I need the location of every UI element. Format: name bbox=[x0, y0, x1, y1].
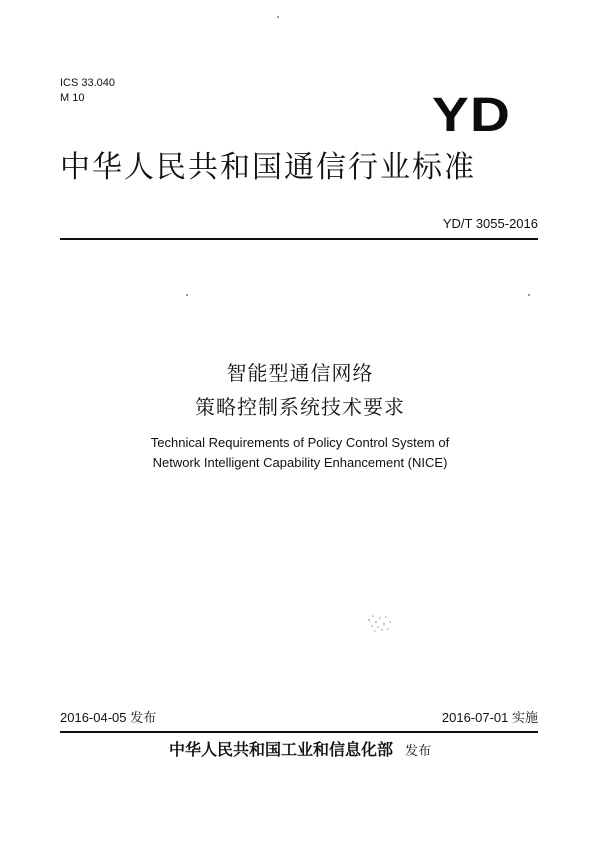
yd-logo: YD bbox=[432, 89, 511, 142]
ics-code: ICS 33.040 bbox=[60, 77, 116, 89]
cn-title-line-2: 策略控制系统技术要求 bbox=[195, 395, 405, 419]
cn-title-line-1: 智能型通信网络 bbox=[226, 361, 374, 385]
publisher-suffix: 发布 bbox=[405, 744, 432, 759]
en-title-line-1: Technical Requirements of Policy Control System of bbox=[150, 435, 450, 450]
faint-stamp-mark bbox=[366, 612, 394, 636]
issue-date: 2016-04-05 发布 bbox=[60, 710, 157, 725]
top-divider bbox=[60, 238, 538, 240]
industry-standard-title: 中华人民共和国通信行业标准 bbox=[60, 150, 476, 185]
scan-speck bbox=[277, 16, 279, 18]
scan-speck bbox=[528, 294, 530, 296]
standard-number: YD/T 3055-2016 bbox=[442, 216, 538, 231]
publisher-name: 中华人民共和国工业和信息化部 bbox=[168, 740, 393, 759]
implementation-date: 2016-07-01 实施 bbox=[441, 710, 538, 725]
classification-codes bbox=[60, 76, 115, 106]
bottom-divider bbox=[60, 731, 538, 733]
en-title-line-2: Network Intelligent Capability Enhancement (NICE) bbox=[152, 455, 448, 470]
publisher-line bbox=[0, 738, 600, 764]
scan-speck bbox=[186, 294, 188, 296]
ccs-code: M 10 bbox=[60, 92, 85, 104]
